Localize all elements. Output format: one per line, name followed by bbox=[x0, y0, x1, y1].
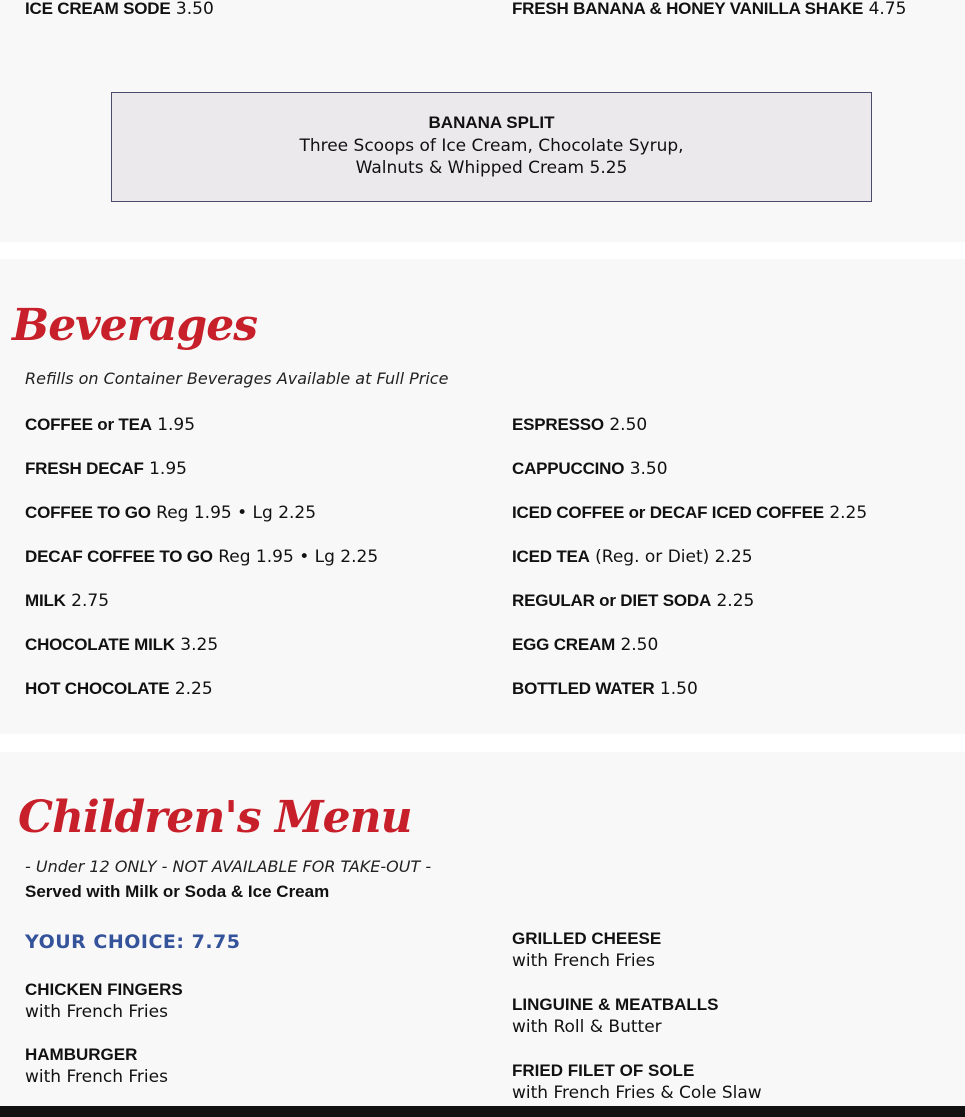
childrens-served-with-note: Served with Milk or Soda & Ice Cream bbox=[25, 882, 330, 901]
menu-item bbox=[512, 0, 906, 20]
childrens-menu-item bbox=[512, 994, 719, 1038]
beverage-price: 2.50 bbox=[620, 635, 659, 655]
childrens-item-description: with French Fries bbox=[512, 951, 655, 971]
beverages-heading: Beverages bbox=[12, 300, 257, 351]
beverage-name: CHOCOLATE MILK bbox=[25, 635, 175, 654]
your-choice-price: YOUR CHOICE: 7.75 bbox=[25, 931, 241, 953]
beverage-price: 3.25 bbox=[180, 635, 219, 655]
beverage-price: 2.50 bbox=[609, 415, 648, 435]
menu-item bbox=[25, 0, 214, 20]
childrens-item-description: with French Fries bbox=[25, 1067, 168, 1087]
beverage-item bbox=[512, 634, 658, 656]
beverage-item bbox=[25, 458, 187, 480]
beverage-price: 3.50 bbox=[629, 459, 668, 479]
beverage-item bbox=[512, 590, 754, 612]
banana-split-title: BANANA SPLIT bbox=[428, 113, 555, 132]
childrens-age-note: - Under 12 ONLY - NOT AVAILABLE FOR TAKE-OUT - bbox=[25, 857, 432, 876]
childrens-item-name: HAMBURGER bbox=[25, 1045, 138, 1064]
beverage-name: ICED TEA bbox=[512, 547, 590, 566]
beverage-name: CAPPUCCINO bbox=[512, 459, 625, 478]
beverage-item bbox=[512, 414, 647, 436]
childrens-menu-item bbox=[512, 1060, 762, 1104]
childrens-item-name: CHICKEN FINGERS bbox=[25, 980, 183, 999]
beverage-name: EGG CREAM bbox=[512, 635, 616, 654]
banana-split-description-line2: Walnuts & Whipped Cream 5.25 bbox=[355, 158, 628, 178]
beverage-item bbox=[25, 546, 378, 568]
beverage-price: Reg 1.95 • Lg 2.25 bbox=[156, 503, 317, 523]
beverage-price: (Reg. or Diet) 2.25 bbox=[595, 547, 753, 567]
beverage-price: 1.95 bbox=[149, 459, 187, 479]
beverage-price: 2.25 bbox=[829, 503, 868, 523]
beverage-item bbox=[25, 590, 109, 612]
childrens-item-description: with French Fries & Cole Slaw bbox=[512, 1083, 762, 1103]
beverage-item bbox=[512, 458, 668, 480]
beverage-name: ESPRESSO bbox=[512, 415, 604, 434]
beverage-name: BOTTLED WATER bbox=[512, 679, 655, 698]
beverage-name: HOT CHOCOLATE bbox=[25, 679, 170, 698]
item-name: ICE CREAM SODE bbox=[25, 0, 171, 18]
childrens-item-name: LINGUINE & MEATBALLS bbox=[512, 995, 719, 1014]
beverage-item bbox=[512, 502, 867, 524]
item-price: 3.50 bbox=[175, 0, 214, 19]
beverage-item bbox=[25, 678, 213, 700]
item-name: FRESH BANANA & HONEY VANILLA SHAKE bbox=[512, 0, 864, 18]
beverage-name: ICED COFFEE or DECAF ICED COFFEE bbox=[512, 503, 824, 522]
childrens-menu-item bbox=[25, 1044, 168, 1088]
beverage-item bbox=[25, 414, 195, 436]
childrens-menu-heading: Children's Menu bbox=[18, 792, 412, 843]
beverage-item bbox=[25, 634, 218, 656]
beverage-name: COFFEE TO GO bbox=[25, 503, 151, 522]
beverage-name: COFFEE or TEA bbox=[25, 415, 152, 434]
childrens-item-description: with French Fries bbox=[25, 1002, 168, 1022]
beverage-price: 2.75 bbox=[71, 591, 110, 611]
dessert-panel bbox=[0, 0, 965, 242]
childrens-item-name: GRILLED CHEESE bbox=[512, 929, 662, 948]
beverage-price: 1.95 bbox=[157, 415, 196, 435]
beverage-item bbox=[512, 678, 698, 700]
childrens-item-name: FRIED FILET OF SOLE bbox=[512, 1061, 695, 1080]
banana-split-box bbox=[111, 92, 872, 202]
beverage-item bbox=[25, 502, 316, 524]
beverage-price: 2.25 bbox=[174, 679, 213, 699]
bottom-bar bbox=[0, 1106, 965, 1117]
beverage-name: MILK bbox=[25, 591, 66, 610]
item-price: 4.75 bbox=[868, 0, 907, 19]
beverage-item bbox=[512, 546, 753, 568]
childrens-item-description: with Roll & Butter bbox=[512, 1017, 662, 1037]
banana-split-description-line1: Three Scoops of Ice Cream, Chocolate Syrup, bbox=[299, 136, 684, 156]
beverage-name: REGULAR or DIET SODA bbox=[512, 591, 712, 610]
childrens-menu-item bbox=[512, 928, 661, 972]
beverage-price: 2.25 bbox=[716, 591, 755, 611]
beverage-name: FRESH DECAF bbox=[25, 459, 144, 478]
beverage-price: Reg 1.95 • Lg 2.25 bbox=[218, 547, 379, 567]
beverage-name: DECAF COFFEE TO GO bbox=[25, 547, 213, 566]
childrens-menu-item bbox=[25, 979, 183, 1023]
beverage-price: 1.50 bbox=[659, 679, 698, 699]
beverages-refill-note: Refills on Container Beverages Available at Full Price bbox=[25, 369, 449, 388]
